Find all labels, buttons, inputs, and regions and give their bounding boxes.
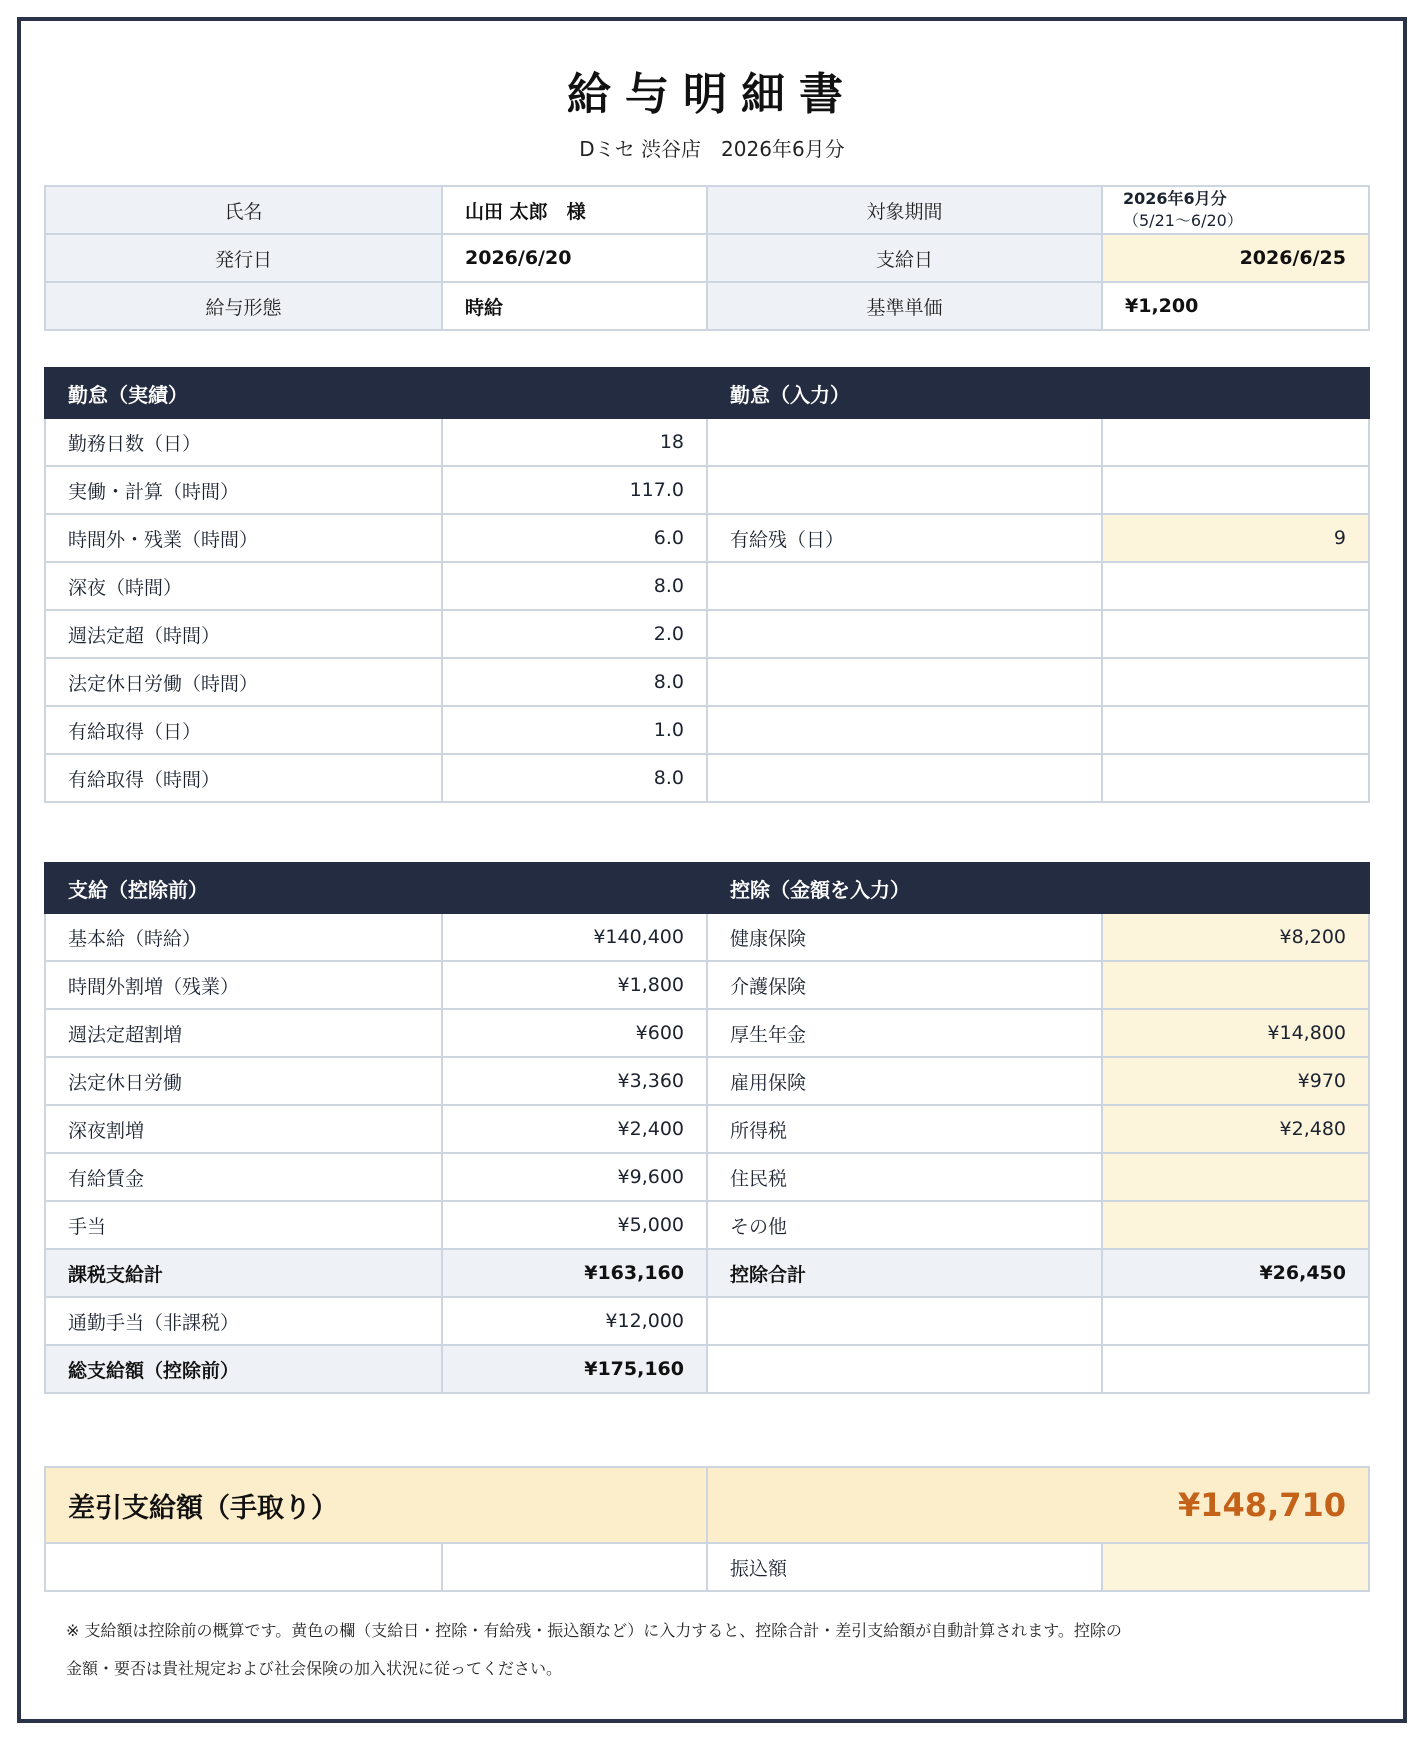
table-row	[45, 610, 1369, 658]
attendance-value: 8.0	[442, 658, 707, 706]
empty-cell	[1102, 1297, 1369, 1345]
payment-label: 週法定超割増	[45, 1009, 442, 1057]
attendance-input-value	[1102, 562, 1369, 610]
page-subtitle: Dミセ 渋谷店 2026年6月分	[579, 137, 845, 161]
payment-label: 基本給（時給）	[45, 913, 442, 961]
taxable-total-value: ¥163,160	[442, 1249, 707, 1297]
footnote-line-1: ※ 支給額は控除前の概算です。黄色の欄（支給日・控除・有給残・振込額など）に入力すると、控除合計・差引支給額が自動計算されます。控除の	[66, 1621, 1122, 1640]
attendance-input-value	[1102, 466, 1369, 514]
deduction-label: 雇用保険	[707, 1057, 1102, 1105]
deduction-input[interactable]: ¥970	[1102, 1057, 1369, 1105]
deduction-total-label: 控除合計	[707, 1249, 1102, 1297]
table-row	[45, 754, 1369, 802]
commute-allowance-label: 通勤手当（非課税）	[45, 1297, 442, 1345]
empty-cell	[707, 1297, 1102, 1345]
period-range: （5/21〜6/20）	[1123, 211, 1243, 230]
deduction-input[interactable]: ¥2,480	[1102, 1105, 1369, 1153]
info-table	[44, 185, 1370, 331]
attendance-input-value	[1102, 658, 1369, 706]
attendance-label: 法定休日労働（時間）	[45, 658, 442, 706]
deduction-label: 住民税	[707, 1153, 1102, 1201]
attendance-value: 18	[442, 418, 707, 466]
empty-cell	[1102, 1345, 1369, 1393]
table-row	[45, 1201, 1369, 1249]
footnote	[66, 1612, 1246, 1688]
deduction-header: 控除（金額を入力）	[707, 863, 1369, 913]
attendance-input-label	[707, 658, 1102, 706]
payment-value: ¥2,400	[442, 1105, 707, 1153]
pay-type-label: 給与形態	[45, 282, 442, 330]
attendance-label: 勤務日数（日）	[45, 418, 442, 466]
base-rate-value: ¥1,200	[1102, 282, 1369, 330]
attendance-label: 有給取得（日）	[45, 706, 442, 754]
attendance-input-label	[707, 754, 1102, 802]
attendance-input-label	[707, 466, 1102, 514]
deduction-label: 介護保険	[707, 961, 1102, 1009]
attendance-input-header: 勤怠（入力）	[707, 368, 1369, 418]
net-pay-label: 差引支給額（手取り）	[45, 1467, 707, 1543]
payment-label: 有給賃金	[45, 1153, 442, 1201]
payment-header: 支給（控除前）	[45, 863, 707, 913]
payment-table	[44, 862, 1370, 1394]
attendance-actual-header: 勤怠（実績）	[45, 368, 707, 418]
attendance-value: 8.0	[442, 562, 707, 610]
payment-value: ¥600	[442, 1009, 707, 1057]
attendance-input-value	[1102, 418, 1369, 466]
attendance-value: 6.0	[442, 514, 707, 562]
payday-label: 支給日	[707, 234, 1102, 282]
base-rate-label: 基準単価	[707, 282, 1102, 330]
payment-value: ¥1,800	[442, 961, 707, 1009]
footnote-line-2: 金額・要否は貴社規定および社会保険の加入状況に従ってください。	[66, 1659, 563, 1678]
attendance-value: 117.0	[442, 466, 707, 514]
table-row	[45, 913, 1369, 961]
commute-allowance-value: ¥12,000	[442, 1297, 707, 1345]
deduction-label: 所得税	[707, 1105, 1102, 1153]
transfer-amount-label: 振込額	[707, 1543, 1102, 1591]
attendance-input-label	[707, 562, 1102, 610]
table-row	[45, 418, 1369, 466]
issue-date-value: 2026/6/20	[442, 234, 707, 282]
attendance-value: 8.0	[442, 754, 707, 802]
pay-type-value: 時給	[442, 282, 707, 330]
table-row	[45, 1297, 1369, 1345]
table-row	[45, 1249, 1369, 1297]
gross-total-value: ¥175,160	[442, 1345, 707, 1393]
payment-label: 法定休日労働	[45, 1057, 442, 1105]
attendance-label: 週法定超（時間）	[45, 610, 442, 658]
paid-leave-balance-input[interactable]: 9	[1102, 514, 1369, 562]
attendance-value: 1.0	[442, 706, 707, 754]
attendance-table	[44, 367, 1370, 803]
attendance-value: 2.0	[442, 610, 707, 658]
table-row	[45, 1009, 1369, 1057]
payday-input[interactable]: 2026/6/25	[1102, 234, 1369, 282]
attendance-label: 実働・計算（時間）	[45, 466, 442, 514]
payment-value: ¥3,360	[442, 1057, 707, 1105]
attendance-input-value	[1102, 706, 1369, 754]
attendance-input-label	[707, 418, 1102, 466]
period-month: 2026年6月分	[1123, 189, 1227, 208]
attendance-input-label	[707, 610, 1102, 658]
payment-value: ¥5,000	[442, 1201, 707, 1249]
deduction-input[interactable]: ¥8,200	[1102, 913, 1369, 961]
issue-date-label: 発行日	[45, 234, 442, 282]
transfer-amount-input[interactable]	[1102, 1543, 1369, 1591]
payment-label: 手当	[45, 1201, 442, 1249]
period-value	[1102, 186, 1369, 234]
table-row	[45, 562, 1369, 610]
table-row	[45, 514, 1369, 562]
paid-leave-balance-label: 有給残（日）	[707, 514, 1102, 562]
deduction-label: 厚生年金	[707, 1009, 1102, 1057]
table-row	[45, 466, 1369, 514]
table-row	[45, 1345, 1369, 1393]
empty-cell	[707, 1345, 1102, 1393]
table-row	[45, 961, 1369, 1009]
table-row	[45, 1153, 1369, 1201]
empty-cell	[442, 1543, 707, 1591]
deduction-input[interactable]	[1102, 961, 1369, 1009]
net-pay-table	[44, 1466, 1370, 1592]
payment-label: 時間外割増（残業）	[45, 961, 442, 1009]
attendance-input-label	[707, 706, 1102, 754]
attendance-label: 有給取得（時間）	[45, 754, 442, 802]
net-pay-value: ¥148,710	[707, 1467, 1369, 1543]
attendance-label: 深夜（時間）	[45, 562, 442, 610]
name-value: 山田 太郎 様	[442, 186, 707, 234]
table-row	[45, 1057, 1369, 1105]
deduction-input[interactable]	[1102, 1153, 1369, 1201]
period-label: 対象期間	[707, 186, 1102, 234]
taxable-total-label: 課税支給計	[45, 1249, 442, 1297]
deduction-label: その他	[707, 1201, 1102, 1249]
gross-total-label: 総支給額（控除前）	[45, 1345, 442, 1393]
deduction-total-value: ¥26,450	[1102, 1249, 1369, 1297]
deduction-label: 健康保険	[707, 913, 1102, 961]
attendance-input-value	[1102, 610, 1369, 658]
table-row	[45, 706, 1369, 754]
payment-value: ¥140,400	[442, 913, 707, 961]
payment-value: ¥9,600	[442, 1153, 707, 1201]
empty-cell	[45, 1543, 442, 1591]
table-row	[45, 658, 1369, 706]
deduction-input[interactable]	[1102, 1201, 1369, 1249]
table-row	[45, 1105, 1369, 1153]
attendance-label: 時間外・残業（時間）	[45, 514, 442, 562]
payment-label: 深夜割増	[45, 1105, 442, 1153]
page-title: 給与明細書	[567, 69, 857, 120]
attendance-input-value	[1102, 754, 1369, 802]
deduction-input[interactable]: ¥14,800	[1102, 1009, 1369, 1057]
name-label: 氏名	[45, 186, 442, 234]
